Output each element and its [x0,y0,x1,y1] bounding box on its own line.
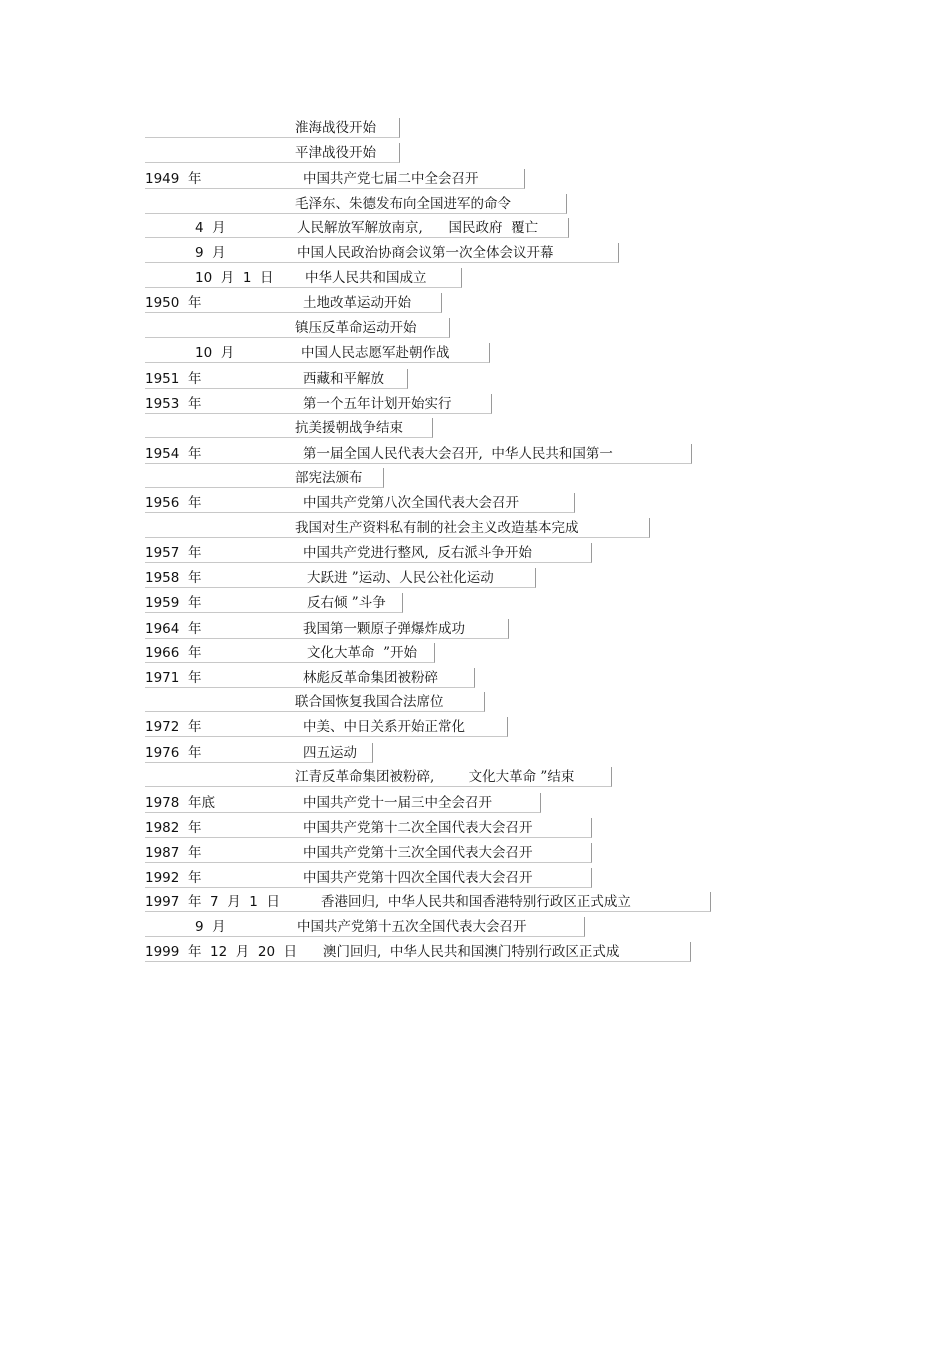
timeline-row [145,767,612,787]
row-date: 4 月 [195,220,226,236]
timeline-row [145,268,462,288]
timeline-row [145,543,592,563]
row-event: 反右倾 ”斗争 [307,595,386,611]
row-date: 1959 年 [145,595,202,611]
timeline-row [145,743,373,763]
row-event: 林彪反革命集团被粉碎 [303,670,438,686]
row-event: 土地改革运动开始 [303,295,411,311]
row-date: 1964 年 [145,621,202,637]
row-event: 澳门回归, 中华人民共和国澳门特别行政区正式成 [323,944,620,960]
timeline-row [145,942,691,962]
row-event: 抗美援朝战争结束 [295,420,403,436]
row-event: 中国共产党第十三次全国代表大会召开 [303,845,533,861]
timeline-row [145,169,525,189]
row-date: 1992 年 [145,870,202,886]
row-event: 第一届全国人民代表大会召开, 中华人民共和国第一 [303,446,613,462]
timeline-row [145,643,435,663]
timeline-row [145,619,509,639]
timeline-row [145,468,384,488]
row-event: 部宪法颁布 [295,470,363,486]
row-date: 1982 年 [145,820,202,836]
row-event: 中国共产党十一届三中全会召开 [303,795,492,811]
timeline-row [145,418,433,438]
timeline-row [145,143,400,163]
row-date: 1966 年 [145,645,202,661]
row-event: 毛泽东、朱德发布向全国进军的命令 [295,196,511,212]
row-event: 第一个五年计划开始实行 [303,396,452,412]
row-event: 淮海战役开始 [295,120,376,136]
timeline-row [145,818,592,838]
row-event: 中国共产党第十四次全国代表大会召开 [303,870,533,886]
row-date: 1987 年 [145,845,202,861]
timeline-row [145,668,475,688]
timeline-row [145,493,575,513]
row-event: 我国第一颗原子弹爆炸成功 [303,621,465,637]
row-date: 10 月 [195,345,235,361]
row-event: 中国共产党第八次全国代表大会召开 [303,495,519,511]
row-event: 镇压反革命运动开始 [295,320,417,336]
timeline-row [145,843,592,863]
row-event: 中国人民政治协商会议第一次全体会议开幕 [297,245,554,261]
timeline-row [145,369,408,389]
row-event: 中国共产党第十五次全国代表大会召开 [297,919,527,935]
row-event: 联合国恢复我国合法席位 [295,694,444,710]
row-date: 1976 年 [145,745,202,761]
timeline-row [145,518,650,538]
timeline-row [145,293,442,313]
row-date: 1999 年 12 月 20 日 [145,944,298,960]
timeline-row [145,218,569,238]
timeline-row [145,243,619,263]
timeline-row [145,717,508,737]
row-event: 中国共产党七届二中全会召开 [303,171,479,187]
row-event: 大跃进 ”运动、人民公社化运动 [307,570,494,586]
row-date: 1951 年 [145,371,202,387]
timeline-row [145,917,585,937]
row-date: 1953 年 [145,396,202,412]
row-event: 香港回归, 中华人民共和国香港特别行政区正式成立 [321,894,631,910]
timeline-row [145,343,490,363]
timeline-row [145,118,400,138]
timeline-row [145,394,492,414]
timeline-row [145,568,536,588]
row-date: 1956 年 [145,495,202,511]
row-date: 1957 年 [145,545,202,561]
timeline-row [145,793,541,813]
row-event: 西藏和平解放 [303,371,384,387]
row-date: 1950 年 [145,295,202,311]
timeline-row [145,194,567,214]
timeline-row [145,868,592,888]
row-date: 1954 年 [145,446,202,462]
row-event: 中华人民共和国成立 [305,270,427,286]
row-date: 1978 年底 [145,795,215,811]
row-date: 1972 年 [145,719,202,735]
row-date: 1971 年 [145,670,202,686]
row-event: 人民解放军解放南京, 国民政府 覆亡 [297,220,539,236]
row-date: 9 月 [195,919,226,935]
timeline-row [145,692,485,712]
timeline-row [145,318,450,338]
row-event: 四五运动 [303,745,357,761]
row-date: 1949 年 [145,171,202,187]
row-date: 10 月 1 日 [195,270,274,286]
timeline-row [145,444,692,464]
row-event: 中国人民志愿军赴朝作战 [301,345,450,361]
row-event: 中美、中日关系开始正常化 [303,719,465,735]
row-event: 中国共产党第十二次全国代表大会召开 [303,820,533,836]
row-event: 中国共产党进行整风, 反右派斗争开始 [303,545,532,561]
row-date: 1958 年 [145,570,202,586]
timeline-row [145,593,403,613]
row-event: 平津战役开始 [295,145,376,161]
row-date: 9 月 [195,245,226,261]
timeline-row [145,892,711,912]
row-event: 我国对生产资料私有制的社会主义改造基本完成 [295,520,579,536]
row-date: 1997 年 7 月 1 日 [145,894,280,910]
row-event: 文化大革命 ”开始 [307,645,417,661]
row-event: 江青反革命集团被粉碎, 文化大革命 ”结束 [295,769,575,785]
